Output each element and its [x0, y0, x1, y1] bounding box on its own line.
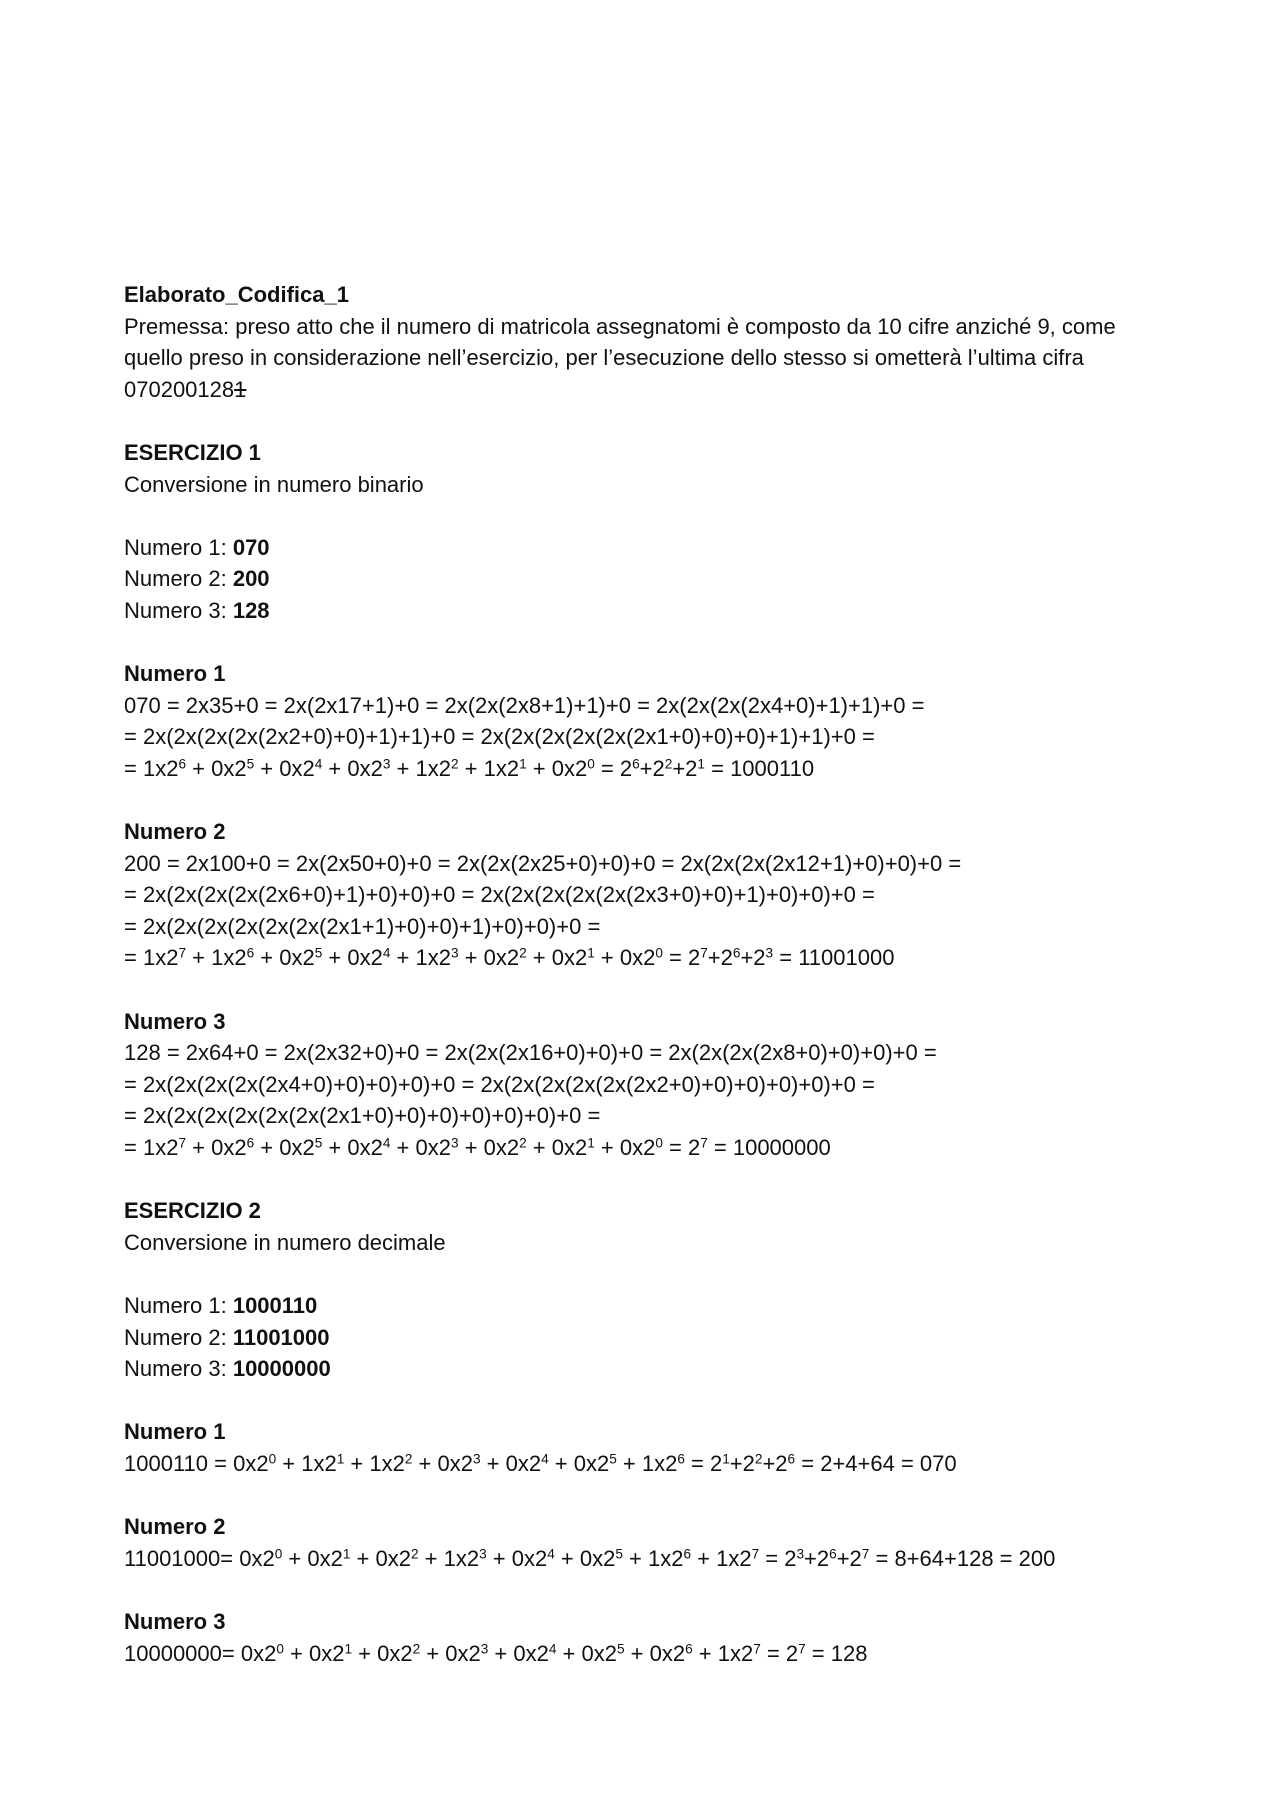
exponent: 3: [796, 1546, 805, 1562]
formula-text: + 0x2: [322, 945, 383, 971]
ex1-n2-line-1: 200 = 2x100+0 = 2x(2x50+0)+0 = 2x(2x(2x25+0)+0)+0 = 2x(2x(2x(2x12+1)+0)+0)+0 =: [124, 850, 962, 876]
exponent: 0: [268, 1451, 277, 1467]
formula-text: + 0x2: [254, 1135, 315, 1161]
exponent: 6: [246, 1135, 255, 1151]
document-title: Elaborato_Codifica_1: [124, 282, 349, 307]
exercise-1-heading: ESERCIZIO 1: [124, 439, 261, 465]
formula-text: = 1x2: [124, 755, 179, 781]
item-value: 1000110: [232, 1293, 318, 1318]
formula-text: + 0x2: [624, 1640, 686, 1666]
ex1-number-1-heading: Numero 1: [124, 661, 226, 687]
formula-text: + 1x2: [418, 1545, 480, 1571]
exponent: 2: [410, 1546, 419, 1562]
ex2-number-1-heading: Numero 1: [124, 1419, 226, 1445]
premise-text: Premessa: preso atto che il numero di matricola assegnatomi è composto da 10 cifre anziché 9, come quello preso in considerazione nell’esercizio, per l’esecuzione dello stesso si ometterà l’ultima cifra 070200128: [124, 313, 1116, 402]
formula-text: = 10000000: [707, 1135, 831, 1161]
exponent: 6: [683, 1546, 692, 1562]
formula-text: + 1x2: [390, 945, 451, 971]
formula-text: + 1x2: [344, 1450, 405, 1476]
exponent: 6: [829, 1546, 837, 1562]
premise-paragraph: [124, 311, 1164, 406]
exponent: 1: [722, 1451, 730, 1467]
formula-text: = 2: [594, 755, 633, 781]
ex2-number-2-heading: Numero 2: [124, 1514, 226, 1540]
exponent: 3: [765, 945, 774, 961]
formula-text: = 8+64+128 = 200: [869, 1545, 1056, 1571]
formula-text: +2: [672, 755, 698, 781]
exponent: 6: [632, 756, 640, 772]
formula-text: + 1x2: [276, 1450, 337, 1476]
formula-text: +2: [804, 1545, 830, 1571]
exponent: 4: [314, 756, 323, 772]
formula-text: = 2: [684, 1450, 723, 1476]
ex1-n3-line-4: [124, 1132, 1164, 1164]
exponent: 2: [664, 756, 673, 772]
item-value: 200: [232, 566, 270, 592]
ex1-n2-line-3: = 2x(2x(2x(2x(2x(2x(2x1+1)+0)+0)+1)+0)+0)+0 =: [124, 913, 601, 939]
formula-text: + 0x2: [322, 755, 383, 781]
formula-text: + 1x2: [622, 1545, 684, 1571]
item-value: 10000000: [232, 1356, 331, 1382]
ex2-number-3-heading: Numero 3: [124, 1608, 226, 1634]
formula-text: + 0x2: [283, 1640, 345, 1666]
exponent: 1: [519, 756, 527, 772]
formula-text: +2: [729, 1450, 755, 1476]
formula-text: = 2: [759, 1545, 797, 1571]
exponent: 7: [751, 1546, 760, 1562]
ex1-item-1: [124, 532, 1164, 564]
exponent: 4: [541, 1451, 549, 1467]
ex1-n2-line-4: [124, 942, 1164, 974]
exponent: 3: [382, 756, 391, 772]
exponent: 5: [615, 1546, 623, 1562]
exponent: 2: [519, 945, 527, 961]
formula-text: + 0x2: [350, 1545, 411, 1571]
formula-text: + 1x2: [390, 755, 451, 781]
exponent: 1: [344, 1641, 353, 1657]
formula-text: + 0x2: [526, 755, 588, 781]
ex2-item-3: [124, 1353, 1164, 1385]
formula-text: + 0x2: [322, 1135, 383, 1161]
exponent: 5: [609, 1451, 617, 1467]
formula-text: = 11001000: [773, 945, 895, 971]
exponent: 5: [246, 756, 255, 772]
formula-text: + 0x2: [254, 755, 315, 781]
item-label: Numero 3:: [124, 597, 233, 623]
exponent: 3: [479, 1546, 487, 1562]
formula-text: + 0x2: [390, 1135, 451, 1161]
exponent: 6: [246, 945, 255, 961]
formula-text: + 0x2: [254, 945, 315, 971]
formula-text: + 0x2: [480, 1450, 542, 1476]
ex1-n1-line-3: [124, 753, 1164, 785]
formula-text: + 0x2: [486, 1545, 548, 1571]
exponent: 7: [700, 945, 708, 961]
formula-text: + 1x2: [616, 1450, 678, 1476]
formula-text: = 128: [805, 1640, 868, 1666]
ex2-n2-line-1: [124, 1543, 1164, 1575]
exponent: 3: [450, 1135, 459, 1151]
item-label: Numero 1:: [124, 534, 233, 560]
exponent: 0: [587, 756, 595, 772]
exercise-2-subtitle: Conversione in numero decimale: [124, 1229, 446, 1255]
formula-text: = 2: [760, 1640, 799, 1666]
item-value: 128: [232, 597, 270, 623]
formula-text: + 0x2: [282, 1545, 343, 1571]
formula-text: + 1x2: [186, 945, 247, 971]
formula-text: 10000000= 0x2: [124, 1640, 277, 1666]
ex1-number-3-heading: Numero 3: [124, 1008, 226, 1034]
exponent: 2: [404, 1451, 413, 1467]
formula-text: + 1x2: [692, 1640, 754, 1666]
item-label: Numero 1:: [124, 1293, 233, 1318]
ex2-item-2: [124, 1322, 1164, 1354]
exponent: 5: [314, 945, 323, 961]
exponent: 4: [547, 1546, 555, 1562]
formula-text: = 1000110: [705, 755, 815, 781]
exponent: 6: [685, 1641, 693, 1657]
formula-text: +2: [762, 1450, 788, 1476]
formula-text: + 0x2: [412, 1450, 473, 1476]
formula-text: + 1x2: [458, 755, 520, 781]
ex1-item-2: [124, 563, 1164, 595]
formula-text: + 0x2: [458, 945, 520, 971]
formula-text: + 1x2: [691, 1545, 752, 1571]
exponent: 7: [700, 1135, 708, 1151]
exponent: 2: [450, 756, 459, 772]
exponent: 7: [753, 1641, 761, 1657]
exponent: 0: [274, 1546, 283, 1562]
formula-text: +2: [836, 1545, 862, 1571]
struck-digit: 1: [234, 376, 247, 402]
formula-text: +2: [707, 945, 733, 971]
formula-text: + 0x2: [526, 1135, 588, 1161]
item-label: Numero 2:: [124, 1324, 233, 1350]
exponent: 6: [787, 1451, 796, 1467]
ex1-n3-line-2: = 2x(2x(2x(2x(2x4+0)+0)+0)+0)+0 = 2x(2x(2x(2x(2x(2x2+0)+0)+0)+0)+0)+0 =: [124, 1071, 875, 1097]
ex1-item-3: [124, 595, 1164, 627]
ex1-n1-line-2: = 2x(2x(2x(2x(2x2+0)+0)+1)+1)+0 = 2x(2x(2x(2x(2x(2x1+0)+0)+0)+1)+1)+0 =: [124, 724, 875, 750]
formula-text: + 0x2: [186, 1135, 247, 1161]
exponent: 1: [697, 756, 705, 772]
exponent: 1: [336, 1451, 345, 1467]
formula-text: + 0x2: [186, 755, 247, 781]
formula-text: + 0x2: [458, 1135, 520, 1161]
formula-text: + 0x2: [556, 1640, 617, 1666]
exponent: 2: [754, 1451, 763, 1467]
exponent: 1: [587, 945, 595, 961]
exponent: 6: [178, 756, 187, 772]
exponent: 1: [342, 1546, 351, 1562]
item-label: Numero 3:: [124, 1356, 233, 1382]
ex2-item-1: [124, 1290, 1164, 1322]
formula-text: + 0x2: [594, 1135, 656, 1161]
exponent: 7: [798, 1641, 806, 1657]
exponent: 2: [412, 1641, 421, 1657]
exponent: 5: [616, 1641, 625, 1657]
formula-text: 1000110 = 0x2: [124, 1450, 269, 1476]
formula-text: + 0x2: [420, 1640, 481, 1666]
exponent: 0: [276, 1641, 284, 1657]
ex1-n3-line-3: = 2x(2x(2x(2x(2x(2x(2x1+0)+0)+0)+0)+0)+0)+0 =: [124, 1103, 601, 1129]
ex2-n3-line-1: [124, 1638, 1164, 1670]
formula-text: + 0x2: [488, 1640, 549, 1666]
formula-text: = 1x2: [124, 945, 179, 971]
formula-text: = 2: [662, 1135, 701, 1161]
exponent: 4: [548, 1641, 557, 1657]
exponent: 6: [677, 1451, 685, 1467]
ex1-n1-line-1: 070 = 2x35+0 = 2x(2x17+1)+0 = 2x(2x(2x8+1)+1)+0 = 2x(2x(2x(2x4+0)+1)+1)+0 =: [124, 692, 925, 718]
exponent: 5: [314, 1135, 323, 1151]
formula-text: +2: [740, 945, 766, 971]
ex2-n1-line-1: [124, 1448, 1164, 1480]
ex1-n3-line-1: 128 = 2x64+0 = 2x(2x32+0)+0 = 2x(2x(2x16+0)+0)+0 = 2x(2x(2x(2x8+0)+0)+0)+0 =: [124, 1040, 937, 1066]
exponent: 7: [178, 1135, 187, 1151]
exponent: 1: [587, 1135, 595, 1151]
exponent: 0: [655, 1135, 663, 1151]
formula-text: + 0x2: [554, 1545, 616, 1571]
formula-text: +2: [639, 755, 665, 781]
formula-text: + 0x2: [594, 945, 656, 971]
exponent: 2: [519, 1135, 527, 1151]
exercise-2-heading: ESERCIZIO 2: [124, 1198, 261, 1224]
formula-text: = 2+4+64 = 070: [795, 1450, 957, 1476]
exponent: 4: [382, 945, 391, 961]
ex1-n2-line-2: = 2x(2x(2x(2x(2x6+0)+1)+0)+0)+0 = 2x(2x(2x(2x(2x(2x3+0)+0)+1)+0)+0)+0 =: [124, 882, 875, 908]
item-label: Numero 2:: [124, 566, 233, 592]
exponent: 3: [450, 945, 459, 961]
formula-text: + 0x2: [352, 1640, 413, 1666]
exponent: 0: [655, 945, 663, 961]
exponent: 3: [472, 1451, 481, 1467]
formula-text: 11001000= 0x2: [124, 1545, 275, 1571]
exponent: 3: [480, 1641, 489, 1657]
formula-text: = 1x2: [124, 1135, 179, 1161]
exponent: 7: [178, 945, 187, 961]
formula-text: + 0x2: [548, 1450, 610, 1476]
item-value: 11001000: [232, 1324, 330, 1350]
item-value: 070: [232, 534, 270, 560]
formula-text: = 2: [662, 945, 701, 971]
exercise-1-subtitle: Conversione in numero binario: [124, 471, 424, 497]
exponent: 7: [861, 1546, 870, 1562]
exponent: 4: [382, 1135, 391, 1151]
exponent: 6: [732, 945, 741, 961]
formula-text: + 0x2: [526, 945, 588, 971]
ex1-number-2-heading: Numero 2: [124, 819, 226, 845]
document-page: [124, 279, 1164, 1669]
